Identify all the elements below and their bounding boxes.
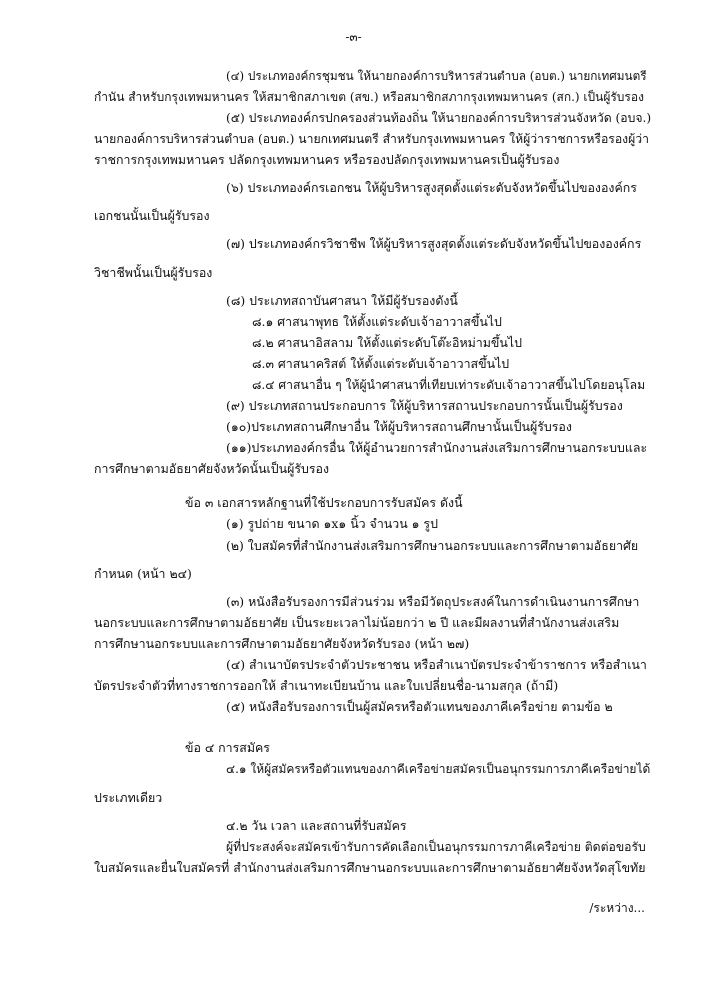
text-line: การศึกษาตามอัธยาศัยจังหวัดนั้นเป็นผู้รับรอง [94, 461, 330, 476]
text-line: เอกชนนั้นเป็นผู้รับรอง [94, 208, 210, 223]
continuation-footer: /ระหว่าง... [589, 901, 645, 915]
text-line: บัตรประจำตัวที่ทางราชการออกให้ สำเนาทะเบียนบ้าน และใบเปลี่ยนชื่อ-นามสกุล (ถ้ามี) [94, 678, 559, 693]
text-line: ๘.๑ ศาสนาพุทธ ให้ตั้งแต่ระดับเจ้าอาวาสขึ้นไป [252, 314, 502, 329]
text-line: ราชการกรุงเทพมหานคร ปลัดกรุงเทพมหานคร หรือรองปลัดกรุงเทพมหานครเป็นผู้รับรอง [94, 152, 560, 167]
text-line: ๘.๓ ศาสนาคริสต์ ให้ตั้งแต่ระดับเจ้าอาวาสขึ้นไป [252, 356, 510, 371]
text-line: กำหนด (หน้า ๒๔) [94, 566, 192, 581]
text-line: การศึกษานอกระบบและการศึกษาตามอัธยาศัยจังหวัดรับรอง (หน้า ๒๗) [94, 636, 470, 651]
section-heading: ข้อ ๔ การสมัคร [185, 740, 270, 755]
page-number: -๓- [345, 30, 362, 44]
text-line: (๑) รูปถ่าย ขนาด ๑x๑ นิ้ว จำนวน ๑ รูป [226, 516, 438, 531]
text-line: (๗) ประเภทองค์กรวิชาชีพ ให้ผู้บริหารสูงสุดตั้งแต่ระดับจังหวัดขึ้นไปขององค์กร [226, 236, 642, 251]
text-line: ๘.๒ ศาสนาอิสลาม ให้ตั้งแต่ระดับโต๊ะอิหม่ามขึ้นไป [252, 335, 522, 350]
text-line: นายกองค์การบริหารส่วนตำบล (อบต.) นายกเทศมนตรี สำหรับกรุงเทพมหานคร ให้ผู้ว่าราชการหรือรองผู้ว่า [94, 132, 649, 146]
text-line: (๑๐)ประเภทสถานศึกษาอื่น ให้ผู้บริหารสถานศึกษานั้นเป็นผู้รับรอง [226, 419, 572, 434]
text-line: (๒) ใบสมัครที่สำนักงานส่งเสริมการศึกษานอกระบบและการศึกษาตามอัธยาศัย [226, 538, 639, 553]
text-line: (๕) หนังสือรับรองการเป็นผู้สมัครหรือตัวแทนของภาคีเครือข่าย ตามข้อ ๒ [226, 699, 613, 714]
text-line: นอกระบบและการศึกษาตามอัธยาศัย เป็นระยะเวลาไม่น้อยกว่า ๒ ปี และมีผลงานที่สำนักงานส่งเสริม [94, 615, 620, 630]
text-line: (๖) ประเภทองค์กรเอกชน ให้ผู้บริหารสูงสุดตั้งแต่ระดับจังหวัดขึ้นไปขององค์กร [226, 180, 637, 195]
text-line: ประเภทเดียว [94, 790, 163, 805]
text-line: (๔) ประเภทองค์กรชุมชน ให้นายกองค์การบริหารส่วนตำบล (อบต.) นายกเทศมนตรี [226, 69, 647, 83]
text-line: (๙) ประเภทสถานประกอบการ ให้ผู้บริหารสถานประกอบการนั้นเป็นผู้รับรอง [226, 398, 623, 413]
section-heading: ข้อ ๓ เอกสารหลักฐานที่ใช้ประกอบการรับสมัคร ดังนี้ [185, 495, 463, 510]
text-line: (๕) ประเภทองค์กรปกครองส่วนท้องถิ่น ให้นายกองค์การบริหารส่วนจังหวัด (อบจ.) [226, 111, 652, 125]
text-line: วิชาชีพนั้นเป็นผู้รับรอง [94, 265, 213, 280]
text-line: ผู้ที่ประสงค์จะสมัครเข้ารับการคัดเลือกเป็นอนุกรรมการภาคีเครือข่าย ติดต่อขอรับ [226, 840, 646, 854]
text-line: (๓) หนังสือรับรองการมีส่วนร่วม หรือมีวัตถุประสงค์ในการดำเนินงานการศึกษา [226, 594, 640, 609]
text-line: ๔.๑ ให้ผู้สมัครหรือตัวแทนของภาคีเครือข่ายสมัครเป็นอนุกรรมการภาคีเครือข่ายได้ [226, 762, 651, 776]
text-line: (๘) ประเภทสถาบันศาสนา ให้มีผู้รับรองดังนี้ [226, 293, 458, 308]
text-line: ๔.๒ วัน เวลา และสถานที่รับสมัคร [226, 818, 407, 833]
text-line: (๑๑)ประเภทองค์กรอื่น ให้ผู้อำนวยการสำนักงานส่งเสริมการศึกษานอกระบบและ [226, 440, 648, 455]
text-line: ๘.๔ ศาสนาอื่น ๆ ให้ผู้นำศาสนาที่เทียบเท่าระดับเจ้าอาวาสขึ้นไปโดยอนุโลม [252, 378, 646, 392]
text-line: ใบสมัครและยื่นใบสมัครที่ สำนักงานส่งเสริมการศึกษานอกระบบและการศึกษาตามอัธยาศัยจังหวัดสุโขทัย [94, 860, 646, 875]
text-line: กำนัน สำหรับกรุงเทพมหานคร ให้สมาชิกสภาเขต (สข.) หรือสมาชิกสภากรุงเทพมหานคร (สก.) เป็นผู้รับรอง [94, 90, 644, 104]
text-line: (๔) สำเนาบัตรประจำตัวประชาชน หรือสำเนาบัตรประจำข้าราชการ หรือสำเนา [226, 657, 647, 672]
